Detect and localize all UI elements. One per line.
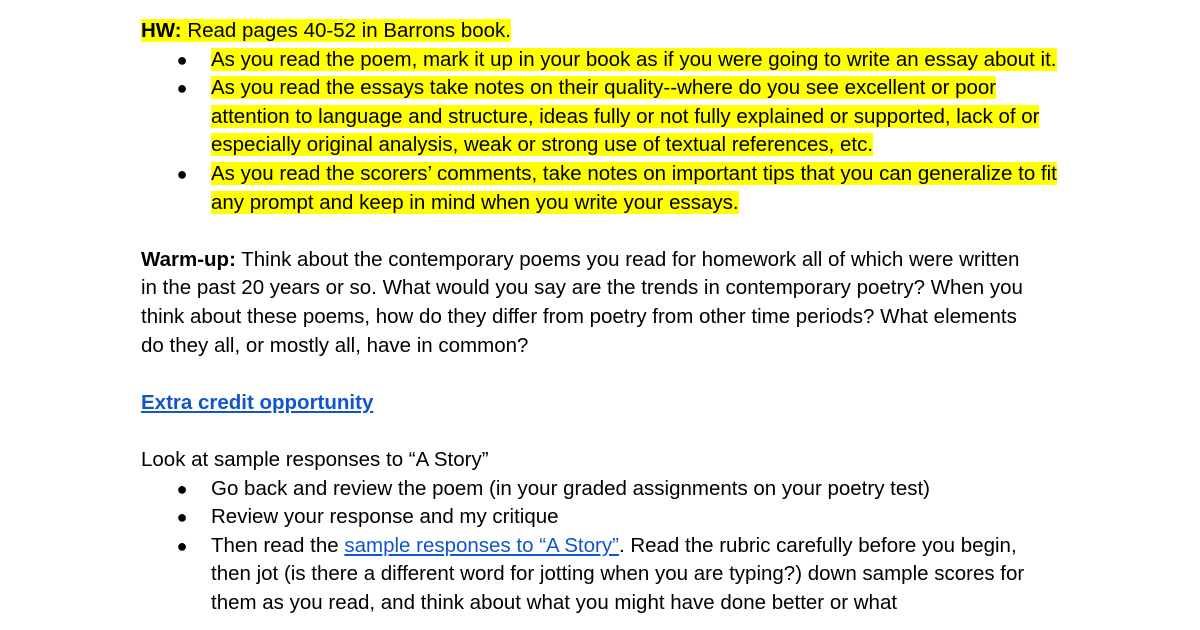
blank-line [141,360,1081,389]
samples-bullet-after: . Read the rubric carefully before you begin, then jot (is there a different word for jotting when you are typing?) down sample scores for them as you read, and think about what you might have done better or what [211,533,1025,614]
samples-bullet-text: Review your response and my critique [211,505,559,529]
homework-bullet-text: As you read the scorers’ comments, take notes on important tips that you can generalize to fit any prompt and keep in mind when you write your essays. [211,161,1057,214]
sample-responses-link[interactable]: sample responses to “A Story” [344,533,619,557]
samples-bullet-list [141,475,1081,618]
bullet-icon: ● [176,78,188,99]
warmup-label: Warm-up: [141,247,236,271]
bullet-icon: ● [176,163,188,184]
bullet-icon: ● [176,535,188,556]
list-item [176,532,1051,618]
list-item [176,160,1071,217]
samples-intro: Look at sample responses to “A Story” [141,447,489,471]
list-item [176,46,1071,75]
warmup-paragraph [141,246,1041,360]
homework-section [141,17,1081,217]
homework-bullet-text: As you read the poem, mark it up in your book as if you were going to write an essay about it. [211,47,1057,71]
homework-bullet-list [141,46,1081,218]
bullet-icon: ● [176,507,188,528]
homework-label: HW: [141,19,182,42]
document-body [141,17,1081,617]
extra-credit-paragraph [141,389,1081,418]
bullet-icon: ● [176,478,188,499]
samples-bullet-text: Go back and review the poem (in your graded assignments on your poetry test) [211,476,931,500]
extra-credit-link[interactable]: Extra credit opportunity [141,390,374,414]
warmup-text: Think about the contemporary poems you read for homework all of which were written in the past 20 years or so. What would you say are the trends in contemporary poetry? When you think about these poems, how do they differ from poetry from other time periods? What elements do they all, or mostly all, have in common? [141,247,1023,357]
homework-line [141,17,1081,46]
list-item [176,503,1081,532]
list-item [176,74,1071,160]
samples-bullet-before: Then read the [211,533,345,557]
homework-text: Read pages 40-52 in Barrons book. [181,19,511,42]
blank-line [141,217,1081,246]
blank-line [141,417,1081,446]
bullet-icon: ● [176,49,188,70]
homework-bullet-text: As you read the essays take notes on their quality--where do you see excellent or poor attention to language and structure, ideas fully or not fully explained or supported, lack of or especially original analysis, weak or strong use of textual references, etc. [211,76,1040,157]
list-item [176,475,1081,504]
